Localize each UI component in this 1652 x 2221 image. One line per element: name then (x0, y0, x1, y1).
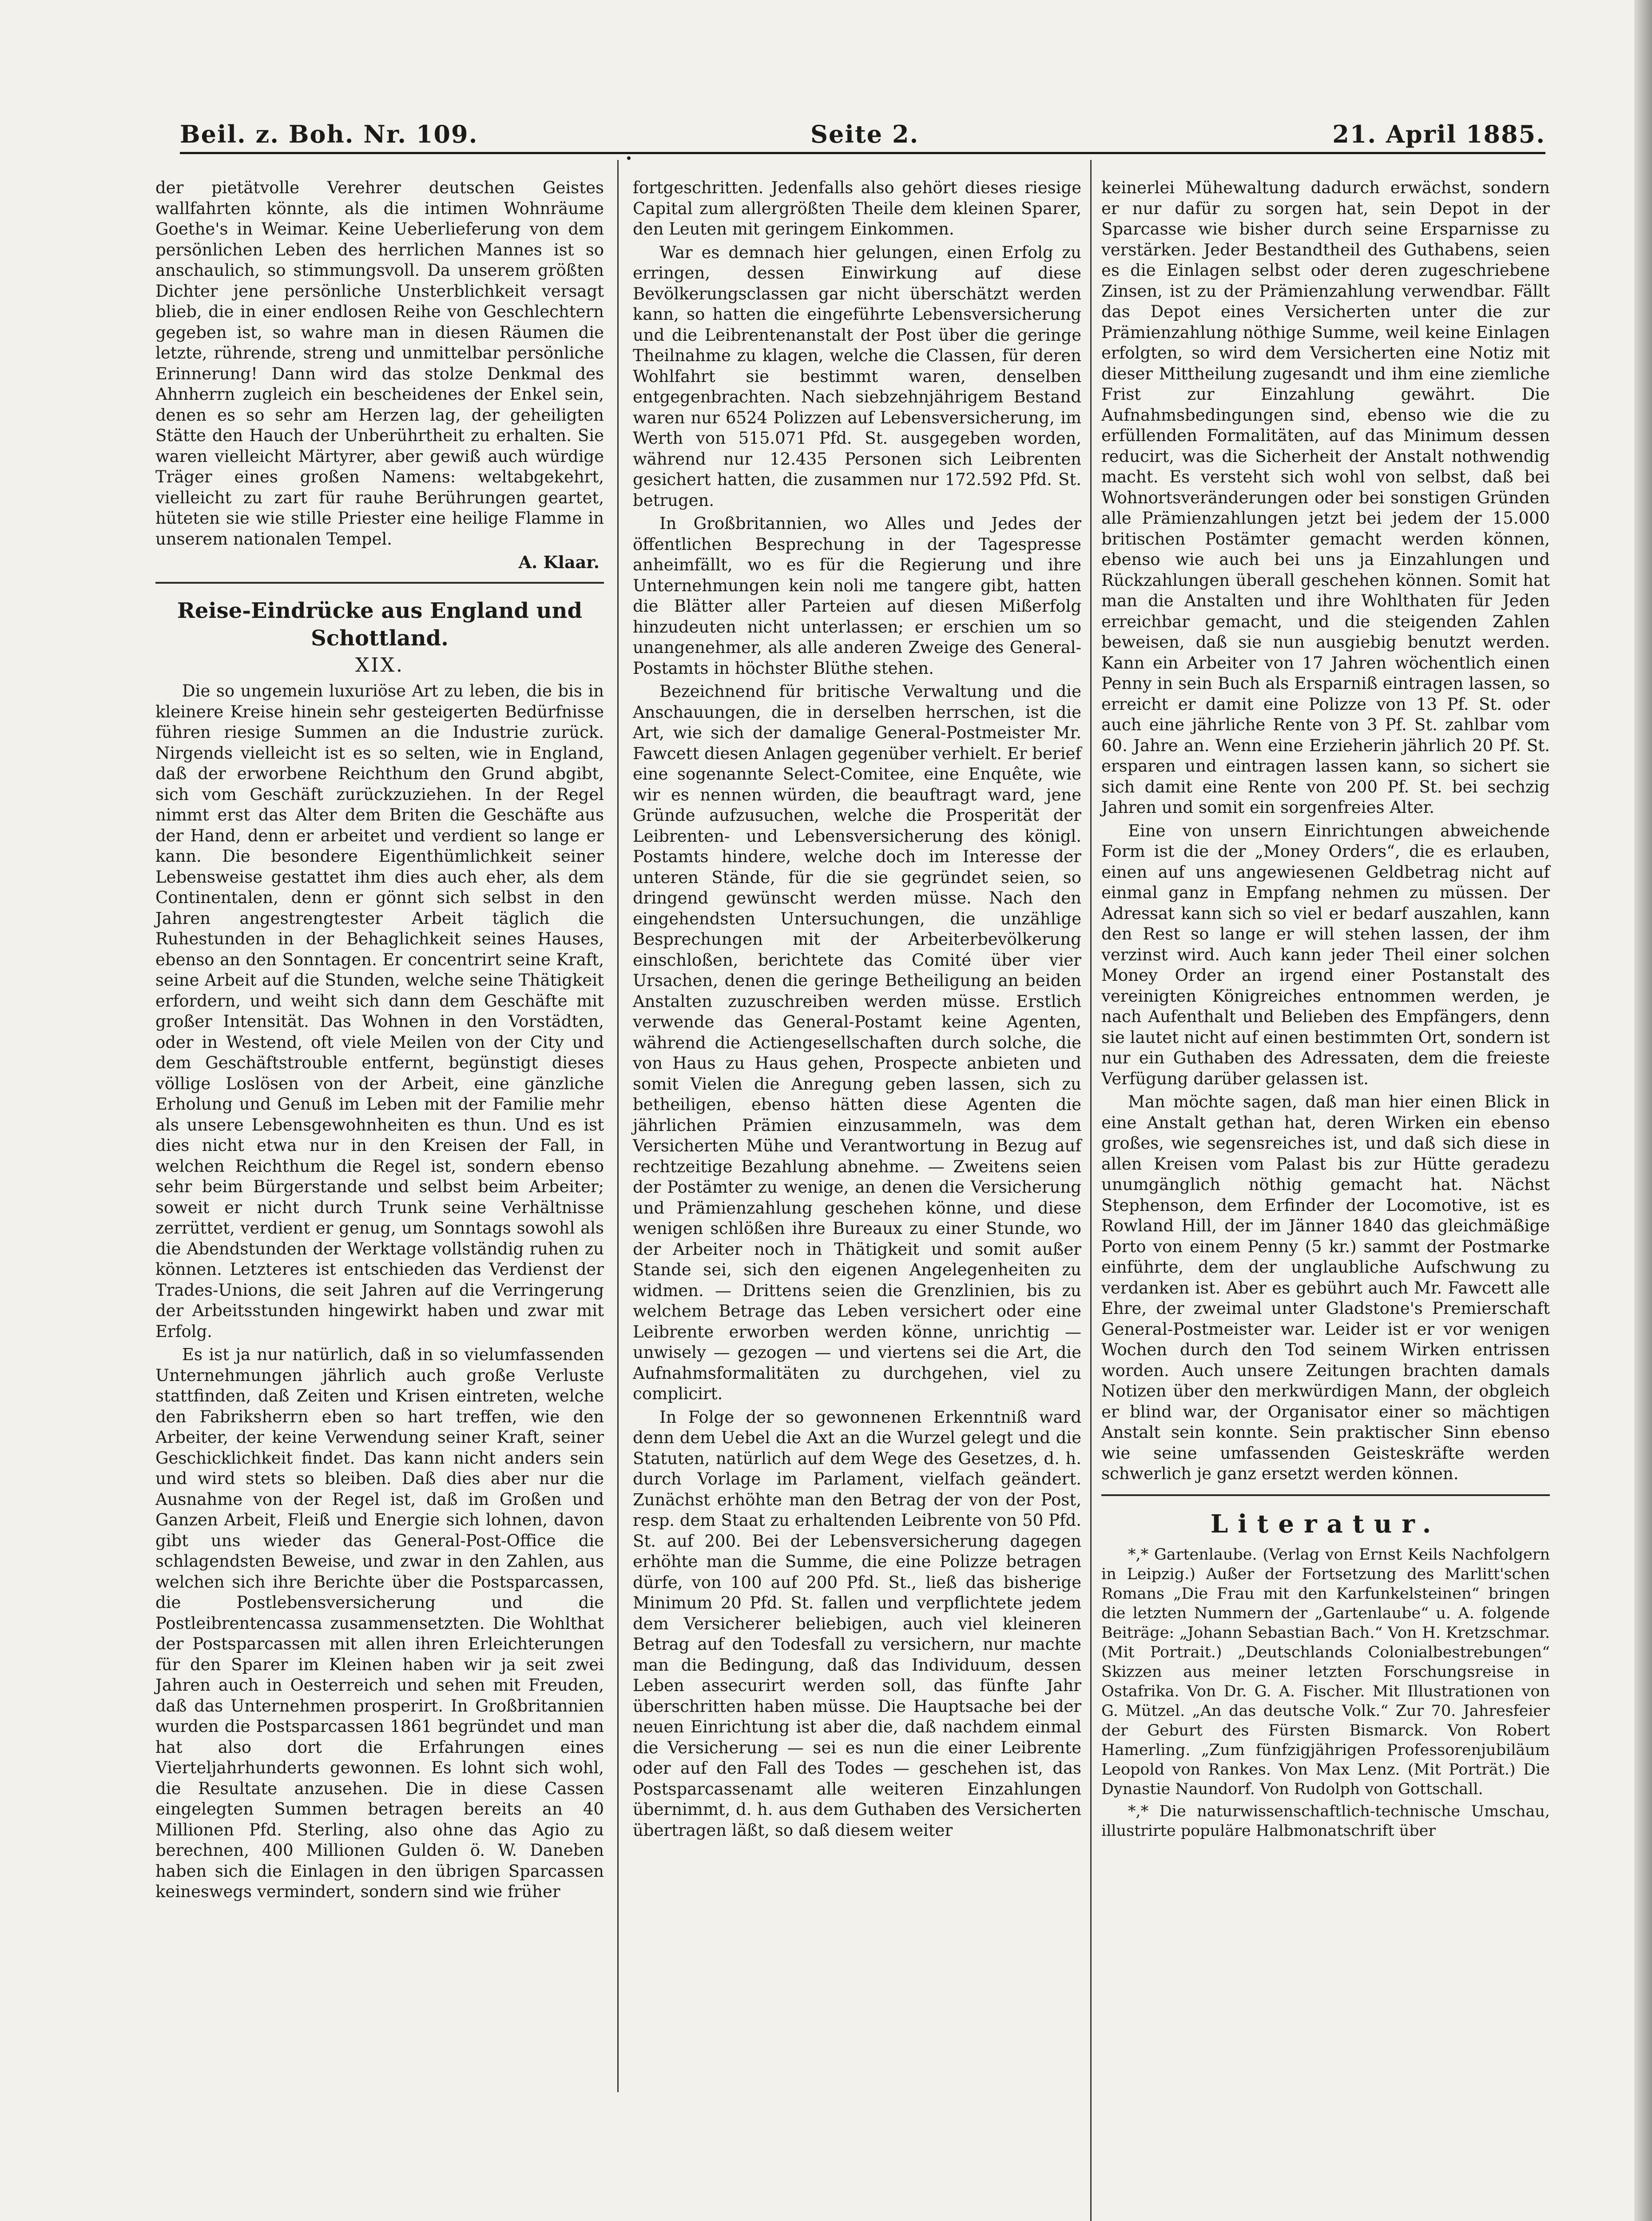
paragraph: keinerlei Mühewaltung dadurch erwächst, sondern er nur dafür zu sorgen hat, sein Depot in der Sparcasse wie bisher durch seine Ersparnisse zu verstärken. Jeder Bestandtheil des Guthabens, seien es die Einlagen selbst oder deren zugeschriebene Zinsen, ist zu der Prämienzahlung verwendbar. Fällt das Depot eines Versicherten unter die zur Prämienzahlung nöthige Summe, weil keine Einlagen erfolgten, so wird dem Versicherten eine Notiz mit dieser Mittheilung zugesandt und ihm eine ziemliche Frist zur Einzahlung gewährt. Die Aufnahmsbedingungen sind, ebenso wie die zu erfüllenden Formalitäten, auf das Minimum dessen reducirt, was die Sicherheit der Anstalt nothwendig macht. Es versteht sich wohl von selbst, daß bei Wohnortsveränderungen oder bei sonstigen Gründen alle Prämienzahlungen jetzt bei jedem der 15.000 britischen Postämter gemacht werden können, ebenso wie auch bei uns ja Einzahlungen und Rückzahlungen überall geschehen können. Somit hat man die Anstalten und ihre Wohlthaten für Jeden erreichbar gemacht, und die steigenden Zahlen beweisen, daß sie nun ausgiebig benutzt werden. Kann ein Arbeiter von 17 Jahren wöchentlich einen Penny in sein Buch als Ersparniß eintragen lassen, so erreicht er damit eine Polizze von 13 Pf. St. oder auch eine jährliche Rente von 3 Pf. St. zahlbar vom 60. Jahre an. Wenn eine Erzieherin jährlich 20 Pf. St. ersparen und eintragen lassen kann, so sichert sie sich damit eine Rente von 200 Pf. St. bei sechzig Jahren und somit ein sorgenfreies Alter. (1101, 178, 1550, 817)
literatur-entry: *,* Gartenlaube. (Verlag von Ernst Keils Nachfolgern in Leipzig.) Außer der Fortsetzung des Marlitt'schen Romans „Die Frau mit den Karfunkelsteinen“ bringen die letzten Nummern der „Gartenlaube“ u. A. folgende Beiträge: „Johann Sebastian Bach.“ Von H. Kretzschmar. (Mit Portrait.) „Deutschlands Colonialbestrebungen“ Skizzen aus meiner letzten Forschungsreise in Ostafrika. Von Dr. G. A. Fischer. Mit Illustrationen von G. Mützel. „An das deutsche Volk.“ Zur 70. Jahresfeier der Geburt des Fürsten Bismarck. Von Robert Hamerling. „Zum fünfzigjährigen Professorenjubiläum Leopold von Rankes. Von Max Lenz. (Mit Porträt.) Die Dynastie Naundorf. Von Rudolph von Gottschall. (1101, 1545, 1550, 1798)
literatur-entry: *,* Die naturwissenschaftlich-technische Umschau, illustrirte populäre Halbmonatschrift über (1101, 1802, 1550, 1840)
column-divider-1 (617, 160, 619, 2092)
column-2 (633, 178, 1081, 1843)
section-title: Reise-Eindrücke aus England und Schottland. (177, 598, 582, 651)
column-3 (1101, 178, 1550, 1843)
paragraph: Die so ungemein luxuriöse Art zu leben, die bis in kleinere Kreise hinein sehr gesteigerten Bedürfnisse führen riesige Summen an die Industrie zurück. Nirgends vielleicht ist es so selten, wie in England, daß der erworbene Reichthum den Grund abgibt, sich vom Geschäft zurückzuziehen. In der Regel nimmt erst das Alter dem Briten die Geschäfte aus der Hand, denn er arbeitet und verdient so lange er kann. Die besondere Eigenthümlichkeit seiner Lebensweise gestattet ihm dies auch eher, als dem Continentalen, denn er gönnt sich selbst in den Jahren angestrengtester Arbeit täglich die Ruhestunden in der Behaglichkeit seines Hauses, ebenso an den Sonntagen. Er concentrirt seine Kraft, seine Arbeit auf die Stunden, welche seine Thätigkeit erfordern, und weiht sich dann dem Geschäfte mit großer Intensität. Das Wohnen in den Vorstädten, oder in Westend, oft viele Meilen von der City und dem Geschäftstrouble entfernt, begünstigt dieses völlige Loslösen von der Arbeit, eine gänzliche Erholung und Genuß im Leben mit der Familie mehr als unsere Lebensgewohnheiten es thun. Und es ist dies nicht etwa nur in den Kreisen der Fall, in welchen Reichthum die Regel ist, sondern ebenso sehr beim Bürgerstande und selbst beim Arbeiter; soweit er nicht durch Trunk seine Verhältnisse zerrüttet, verdient er genug, um Sonntags sowohl als die Abendstunden der Werktage vollständig ruhen zu können. Letzteres ist entschieden das Verdienst der Trades-Unions, die seit Jahren auf die Verringerung der Arbeitsstunden hingewirkt haben und zwar mit Erfolg. (155, 681, 604, 1341)
article-ending: der pietätvolle Verehrer deutschen Geistes wallfahrten könnte, als die intimen Wohnräume Goethe's in Weimar. Keine Ueberlieferung von dem persönlichen Leben des herrlichen Mannes ist so anschaulich, so stimmungsvoll. Da unserem größten Dichter jene persönliche Unsterblichkeit versagt blieb, die in einer endlosen Reihe von Geschlechtern gegeben ist, so wahre man in diesen Räumen die letzte, rührende, streng und unmittelbar persönliche Erinnerung! Dann wird das stolze Denkmal des Ahnherrn zugleich ein bescheidenes der Enkel sein, denen es so sehr am Herzen lag, der geheiligten Stätte den Hauch der Unberührtheit zu erhalten. Sie waren vielleicht Märtyrer, aber gewiß auch würdige Träger eines großen Namens: weltabgekehrt, vielleicht zu zart für rauhe Berührungen geartet, hüteten sie wie stille Priester eine heilige Flamme in unserem nationalen Tempel. (155, 178, 604, 549)
header-issue: Beil. z. Boh. Nr. 109. (180, 120, 478, 148)
literatur-separator (1101, 1494, 1550, 1496)
paragraph: Bezeichnend für britische Verwaltung und die Anschauungen, die in derselben herrschen, ist die Art, wie sich der damalige General-Postmeister Mr. Fawcett diesen Anlagen gegenüber verhielt. Er berief eine sogenannte Select-Comitee, eine Enquête, wie wir es nennen würden, die beauftragt ward, jene Gründe aufzusuchen, welche die Prosperität der Leibrenten- und Lebensversicherung des königl. Postamts hindere, welche doch im Interesse der unteren Stände, für die sie gegründet seien, so dringend gewünscht werden müsse. Nach den eingehendsten Untersuchungen, die unzählige Besprechungen mit der Arbeiterbevölkerung einschloßen, berichtete das Comité über vier Ursachen, denen die geringe Betheiligung an beiden Anstalten zuzuschreiben werden müsse. Erstlich verwende das General-Postamt keine Agenten, während die Actiengesellschaften durch solche, die von Haus zu Haus gehen, Prospecte anbieten und somit Vielen die Anregung geben lassen, sich zu betheiligen, ebenso hätten diese Agenten die jährlichen Prämien einzusammeln, was dem Versicherten Mühe und Verantwortung in Bezug auf rechtzeitige Bezahlung abnehme. — Zweitens seien der Postämter zu wenige, an denen die Versicherung und Prämienzahlung geschehen könne, und diese wenigen schlößen ihre Bureaux zu einer Stunde, wo der Arbeiter noch in Thätigkeit und somit außer Stande sei, sich den eigenen Angelegenheiten zu widmen. — Drittens seien die Grenzlinien, bis zu welchem Betrage das Leben versichert oder eine Leibrente erworben werden könne, unrichtig — unwisely — gezogen — und viertens sei die Art, die Aufnahmsformalitäten zu durchgehen, viel zu complicirt. (633, 682, 1081, 1403)
header-date: 21. April 1885. (1332, 120, 1545, 148)
paragraph: Eine von unsern Einrichtungen abweichende Form ist die der „Money Orders“, die es erlauben, einen auf uns angewiesenen Geldbetrag nicht auf einmal ganz in Empfang nehmen zu müssen. Der Adressat kann sich so viel er bedarf auszahlen, kann den Rest so lange er will stehen lassen, der ihm verzinst wird. Auch kann jeder Theil einer solchen Money Order an irgend einer Postanstalt des vereinigten Königreiches entnommen werden, je nach Aufenthalt und Belieben des Empfängers, denn sie lautet nicht auf einen bestimmten Ort, sondern ist nur ein Guthaben des Adressaten, dem die freieste Verfügung darüber gelassen ist. (1101, 821, 1550, 1088)
scan-edge (1634, 0, 1652, 2221)
paragraph: In Großbritannien, wo Alles und Jedes der öffentlichen Besprechung in der Tagespresse anheimfällt, wo es für die Regierung und ihre Unternehmungen kein noli me tangere gibt, hatten die Blätter aller Parteien auf diesen Mißerfolg hinzudeuten nicht unterlassen; er erschien um so unangenehmer, als alle anderen Zweige des General-Postamts in höchster Blüthe stehen. (633, 514, 1081, 678)
column-divider-2 (1090, 160, 1092, 2221)
literatur-section (1101, 1545, 1550, 1841)
section-number: XIX. (355, 654, 404, 677)
paragraph: Man möchte sagen, daß man hier einen Blick in eine Anstalt gethan hat, deren Wirken ein ebenso großes, wie segensreiches ist, und daß sich diese in allen Kreisen vom Palast bis zur Hütte geradezu unumgänglich nöthig gemacht hat. Nächst Stephenson, dem Erfinder der Locomotive, ist es Rowland Hill, der im Jänner 1840 das gleichmäßige Porto von einem Penny (5 kr.) sammt der Postmarke einführte, dem der unglaubliche Aufschwung zu verdanken ist. Aber es gebührt auch Mr. Fawcett alle Ehre, der zweimal unter Gladstone's Premierschaft General-Postmeister war. Leider ist er vor wenigen Wochen durch den Tod seinem Wirken entrissen worden. Auch unsere Zeitungen brachten damals Notizen über den merkwürdigen Mann, der obgleich er blind war, der Organisator einer so mächtigen Anstalt sein konnte. Sein praktischer Sinn ebenso wie seine umfassenden Geisteskräfte werden schwerlich je ganz ersetzt werden können. (1101, 1092, 1550, 1483)
column-1 (155, 178, 604, 1905)
header-page-number: Seite 2. (810, 120, 919, 148)
paragraph: Es ist ja nur natürlich, daß in so vielumfassenden Unternehmungen jährlich auch große Verluste stattfinden, daß Zeiten und Krisen eintreten, welche den Fabriksherrn eben so hart treffen, wie den Arbeiter, der keine Verwendung seiner Kraft, seiner Geschicklichkeit findet. Das kann nicht anders sein und wird stets so bleiben. Daß dies aber nur die Ausnahme von der Regel ist, daß im Großen und Ganzen Arbeit, Fleiß und Energie sich lohnen, davon gibt uns wieder das General-Post-Office die schlagendsten Beweise, und zwar in den Zahlen, aus welchen sich ihre Berichte über die Postsparcassen, die Postlebensversicherung und die Postleibrentencassa zusammensetzten. Die Wohlthat der Postsparcassen mit allen ihren Erleichterungen für den Sparer im Kleinen haben wir ja seit zwei Jahren auch in Oesterreich und sehen mit Freuden, daß das Unternehmen prosperirt. In Großbritannien wurden die Postsparcassen 1861 begründet und man hat also dort die Erfahrungen eines Vierteljahrhunderts gewonnen. Es lohnt sich wohl, die Resultate anzusehen. Die in diese Cassen eingelegten Summen betragen bereits an 40 Millionen Pfd. Sterling, also ohne das Agio zu berechnen, 400 Millionen Gulden ö. W. Daneben haben sich die Einlagen in den übrigen Sparcassen keineswegs vermindert, sondern sind wie früher (155, 1345, 604, 1901)
paragraph: In Folge der so gewonnenen Erkenntniß ward denn dem Uebel die Axt an die Wurzel gelegt und die Statuten, natürlich auf dem Wege des Gesetzes, d. h. durch Vorlage im Parlament, vielfach geändert. Zunächst erhöhte man den Betrag der von der Post, resp. dem Staat zu erhaltenden Leibrente von 50 Pfd. St. auf 200. Bei der Lebensversicherung dagegen erhöhte man die Summe, die eine Polizze betragen dürfe, von 100 auf 200 Pfd. St., ließ das bisherige Minimum 20 Pfd. St. fallen und verpflichtete jedem dem Versicherer beliebigen, auch viel kleineren Betrag auf den Todesfall zu versichern, nur machte man die Bedingung, daß das Individuum, dessen Leben assecurirt werden soll, das fünfte Jahr überschritten haben müsse. Die Hauptsache bei der neuen Einrichtung ist aber die, daß nachdem einmal die Versicherung — sei es nun die einer Leibrente oder auf den Fall des Todes — geschehen ist, das Postsparcassenamt alle weiteren Einzahlungen übernimmt, d. h. aus dem Guthaben des Versicherten übertragen läßt, so daß diesem weiter (633, 1407, 1081, 1840)
page-header (180, 120, 1545, 151)
paragraph: fortgeschritten. Jedenfalls also gehört dieses riesige Capital zum allergrößten Theile dem kleinen Sparer, den Leuten mit geringem Einkommen. (633, 178, 1081, 239)
header-rule (180, 152, 1545, 154)
section-separator (155, 582, 604, 584)
paragraph: War es demnach hier gelungen, einen Erfolg zu erringen, dessen Einwirkung auf diese Bevölkerungsclassen gar nicht überschätzt werden kann, so hatten die eingeführte Lebensversicherung und die Leibrentenanstalt der Post über die geringe Theilnahme zu klagen, welche die Classen, für deren Wohlfahrt sie bestimmt waren, denselben entgegenbrachten. Nach siebzehnjährigem Bestand waren nur 6524 Polizzen auf Lebensversicherung, im Werth von 515.071 Pfd. St. ausgegeben worden, während nur 12.435 Personen sich Leibrenten gesichert hatten, die zusammen nur 172.592 Pfd. St. betrugen. (633, 243, 1081, 510)
literatur-title: Literatur. (1210, 1509, 1441, 1539)
article-signature: A. Klaar. (518, 552, 600, 572)
center-mark (627, 156, 631, 160)
